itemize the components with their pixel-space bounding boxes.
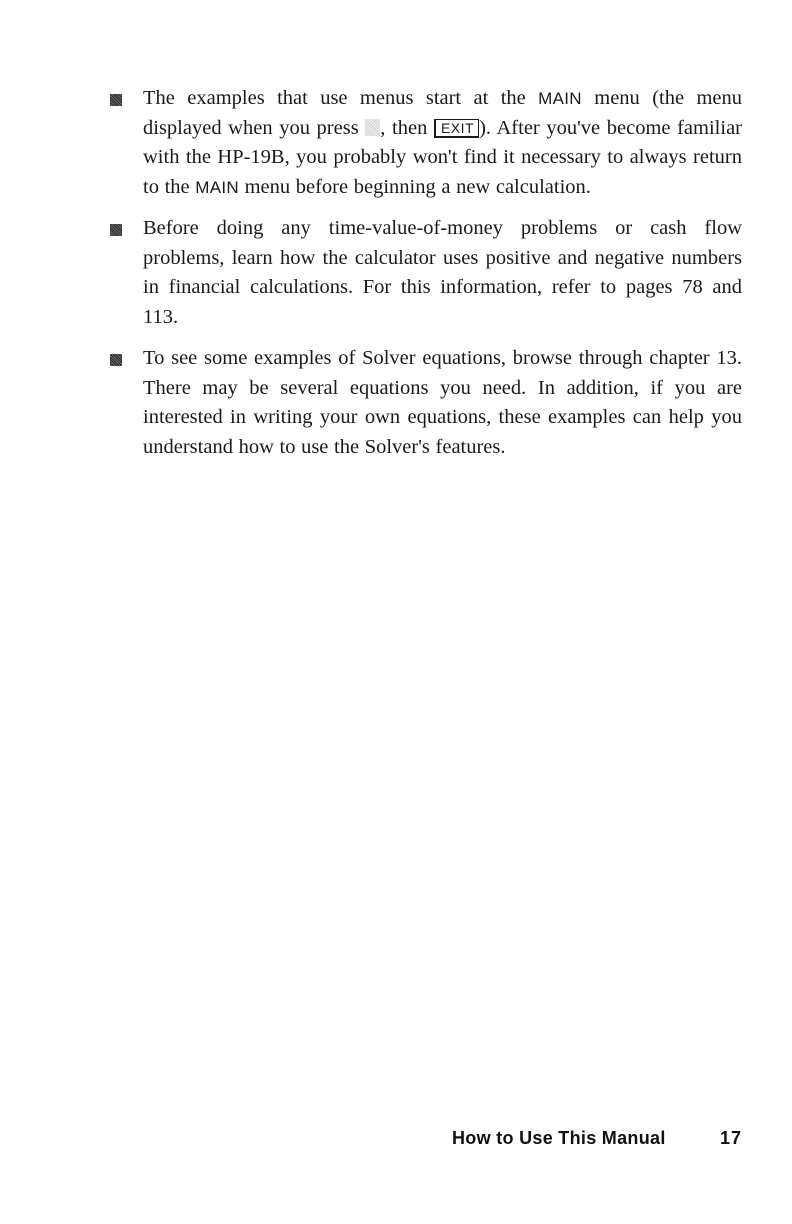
bullet-text: , then <box>380 116 434 139</box>
list-item <box>110 84 742 202</box>
list-item <box>110 344 742 462</box>
page-number: 17 <box>719 1128 742 1148</box>
shift-key-icon <box>365 119 380 136</box>
bullet-text: The examples that use menus start at the <box>143 87 539 109</box>
bullet-list <box>110 84 742 474</box>
page-footer <box>452 1128 742 1149</box>
menu-name: MAIN <box>538 89 582 108</box>
running-footer-title: How to Use This Manual <box>452 1128 666 1148</box>
bullet-square-icon <box>110 224 122 236</box>
list-item <box>110 214 742 332</box>
bullet-square-icon <box>110 94 122 106</box>
menu-name: MAIN <box>195 177 239 197</box>
exit-key: EXIT <box>434 119 479 138</box>
bullet-text: menu before beginning a new calculation. <box>238 175 591 198</box>
bullet-text: Before doing any time-value-of-money problems or cash flow problems, learn how the calculator uses positive and negative numbers in financial calculations. For this information, refer to pages 78 and 113. <box>143 217 742 328</box>
bullet-text: ). After you've become familiar with the HP-19B, you probably won't find it necessary to always return to the <box>143 116 742 198</box>
bullet-square-icon <box>110 354 122 366</box>
bullet-text: To see some examples of Solver equations, browse through chapter 13. There may be several equations you need. In addition, if you are interested in writing your own equations, these examples can help you understand how to use the Solver's features. <box>143 347 742 458</box>
bullet-text: menu (the menu displayed when you press <box>143 87 742 139</box>
